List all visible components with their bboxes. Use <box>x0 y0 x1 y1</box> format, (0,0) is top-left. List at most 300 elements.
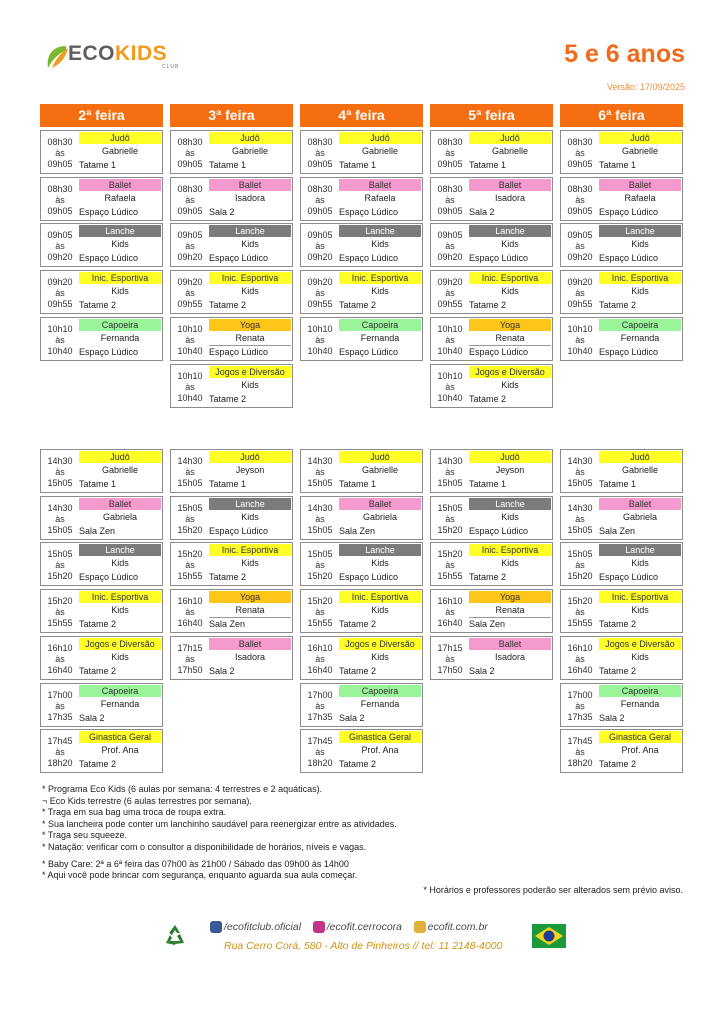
time-range <box>435 277 465 310</box>
class-slot <box>170 364 293 408</box>
time-range <box>565 736 595 769</box>
class-slot <box>560 683 683 727</box>
location: Espaço Lúdico <box>209 345 291 358</box>
instagram-link[interactable]: /ecofit.cerrocora <box>313 921 402 933</box>
time-separator: às <box>575 560 585 570</box>
teacher-name: Fernanda <box>620 333 660 343</box>
teacher-name: Fernanda <box>620 699 660 709</box>
teacher-name: Gabrielle <box>101 465 139 475</box>
location: Sala Zen <box>79 526 116 536</box>
start-time: 15h05 <box>47 549 73 559</box>
time-separator: às <box>575 335 585 345</box>
time-separator: às <box>575 241 585 251</box>
location: Tatame 2 <box>339 666 377 676</box>
start-time: 16h10 <box>567 643 593 653</box>
time-range <box>45 137 75 170</box>
location: Espaço Lúdico <box>209 526 269 536</box>
class-slot <box>170 636 293 680</box>
activity-label: Lanche <box>209 225 291 237</box>
teacher-name: Kids <box>241 558 259 568</box>
teacher-name: Gabrielle <box>491 146 529 156</box>
teacher-name: Rafaela <box>624 193 656 203</box>
activity-label: Inic. Esportiva <box>209 272 291 284</box>
class-slot <box>560 223 683 267</box>
start-time: 14h30 <box>567 503 593 513</box>
teacher-name: Kids <box>111 605 129 615</box>
class-slot <box>40 177 163 221</box>
location: Sala Zen <box>599 526 636 536</box>
disclaimer: * Horários e professores poderão ser alterados sem prévio aviso. <box>423 885 683 895</box>
class-slot <box>170 130 293 174</box>
time-separator: às <box>445 195 455 205</box>
class-slot <box>560 130 683 174</box>
start-time: 09h05 <box>307 230 333 240</box>
class-slot <box>430 449 553 493</box>
teacher-name: Kids <box>371 286 389 296</box>
start-time: 09h20 <box>437 277 463 287</box>
time-separator: às <box>445 335 455 345</box>
location: Tatame 2 <box>339 619 377 629</box>
teacher-name: Gabriela <box>102 512 138 522</box>
activity-label: Jogos e Diversão <box>339 638 421 650</box>
location: Espaço Lúdico <box>599 253 659 263</box>
teacher-name: Fernanda <box>100 699 140 709</box>
website-link[interactable]: ecofit.com.br <box>414 921 488 933</box>
teacher-name: Prof. Ana <box>361 745 399 755</box>
start-time: 15h20 <box>47 596 73 606</box>
class-slot <box>430 270 553 314</box>
page-title: 5 e 6 anos <box>564 40 685 68</box>
class-slot <box>430 636 553 680</box>
activity-label: Judô <box>79 451 161 463</box>
end-time: 15h05 <box>307 525 333 535</box>
time-separator: às <box>185 560 195 570</box>
time-range <box>175 371 205 404</box>
time-separator: às <box>185 148 195 158</box>
class-slot <box>430 223 553 267</box>
start-time: 08h30 <box>437 184 463 194</box>
location: Espaço Lúdico <box>339 572 399 582</box>
end-time: 17h35 <box>47 712 73 722</box>
location: Tatame 2 <box>79 619 117 629</box>
end-time: 09h55 <box>567 299 593 309</box>
location: Sala 2 <box>599 713 625 723</box>
start-time: 08h30 <box>307 137 333 147</box>
start-time: 09h05 <box>47 230 73 240</box>
start-time: 17h15 <box>437 643 463 653</box>
logo-text: ECOKIDS <box>68 42 168 65</box>
start-time: 16h10 <box>47 643 73 653</box>
end-time: 09h05 <box>567 159 593 169</box>
end-time: 16h40 <box>567 665 593 675</box>
time-separator: às <box>55 195 65 205</box>
time-separator: às <box>445 560 455 570</box>
time-separator: às <box>55 701 65 711</box>
location: Tatame 2 <box>469 394 507 404</box>
location: Sala 2 <box>209 666 235 676</box>
start-time: 09h20 <box>47 277 73 287</box>
location: Tatame 2 <box>599 619 637 629</box>
activity-label: Ballet <box>339 179 421 191</box>
class-slot <box>430 496 553 540</box>
time-range <box>175 324 205 357</box>
activity-label: Jogos e Diversão <box>79 638 161 650</box>
time-separator: às <box>185 654 195 664</box>
time-separator: às <box>445 607 455 617</box>
logo <box>44 40 194 74</box>
teacher-name: Isadora <box>494 652 526 662</box>
location: Tatame 2 <box>209 394 247 404</box>
end-time: 15h05 <box>177 478 203 488</box>
location: Tatame 1 <box>209 160 247 170</box>
time-range <box>565 184 595 217</box>
activity-label: Inic. Esportiva <box>469 544 551 556</box>
time-range <box>305 549 335 582</box>
start-time: 08h30 <box>567 184 593 194</box>
time-range <box>565 456 595 489</box>
activity-label: Ginastica Geral <box>339 731 421 743</box>
location: Tatame 2 <box>599 759 637 769</box>
teacher-name: Kids <box>631 605 649 615</box>
notes <box>42 784 682 882</box>
end-time: 10h40 <box>437 346 463 356</box>
class-slot <box>40 449 163 493</box>
end-time: 15h20 <box>177 525 203 535</box>
start-time: 10h10 <box>177 371 203 381</box>
end-time: 15h05 <box>47 478 73 488</box>
class-slot <box>300 270 423 314</box>
teacher-name: Renata <box>495 605 525 615</box>
class-slot <box>170 542 293 586</box>
location: Sala Zen <box>209 617 291 630</box>
teacher-name: Prof. Ana <box>621 745 659 755</box>
start-time: 10h10 <box>437 371 463 381</box>
time-separator: às <box>445 288 455 298</box>
end-time: 15h05 <box>567 478 593 488</box>
teacher-name: Kids <box>371 558 389 568</box>
facebook-icon <box>210 921 222 933</box>
time-range <box>175 643 205 676</box>
activity-label: Inic. Esportiva <box>209 544 291 556</box>
activity-label: Lanche <box>599 225 681 237</box>
teacher-name: Fernanda <box>360 699 400 709</box>
start-time: 14h30 <box>437 456 463 466</box>
class-slot <box>300 729 423 773</box>
end-time: 18h20 <box>307 758 333 768</box>
location: Tatame 1 <box>209 479 247 489</box>
end-time: 09h55 <box>307 299 333 309</box>
class-slot <box>300 130 423 174</box>
note-line: * Aqui você pode brincar com segurança, enquanto aguarda sua aula começar. <box>42 870 358 881</box>
start-time: 17h00 <box>307 690 333 700</box>
time-range <box>565 324 595 357</box>
end-time: 09h20 <box>437 252 463 262</box>
class-slot <box>560 449 683 493</box>
start-time: 08h30 <box>307 184 333 194</box>
day-header-thursday: 5ª feira <box>430 104 553 127</box>
activity-label: Capoeira <box>339 685 421 697</box>
start-time: 08h30 <box>47 137 73 147</box>
activity-label: Ballet <box>469 179 551 191</box>
end-time: 15h55 <box>567 618 593 628</box>
end-time: 15h20 <box>47 571 73 581</box>
end-time: 15h55 <box>437 571 463 581</box>
time-separator: às <box>185 241 195 251</box>
activity-label: Yoga <box>209 319 291 331</box>
teacher-name: Isadora <box>234 652 266 662</box>
time-separator: às <box>575 195 585 205</box>
version-label: Versão: 17/09/2025 <box>606 82 685 92</box>
time-separator: às <box>445 514 455 524</box>
time-range <box>175 230 205 263</box>
end-time: 09h20 <box>177 252 203 262</box>
location: Tatame 2 <box>339 759 377 769</box>
class-slot <box>430 364 553 408</box>
note-line: * Sua lancheira pode conter um lanchinho saudável para reenergizar entre as atividades. <box>42 818 397 829</box>
activity-label: Capoeira <box>79 685 161 697</box>
day-header-tuesday: 3ª feira <box>170 104 293 127</box>
footer-contacts <box>210 921 520 961</box>
time-range <box>435 230 465 263</box>
end-time: 17h50 <box>437 665 463 675</box>
activity-label: Inic. Esportiva <box>469 272 551 284</box>
end-time: 09h05 <box>47 206 73 216</box>
time-range <box>305 137 335 170</box>
teacher-name: Gabrielle <box>361 146 399 156</box>
class-slot <box>40 729 163 773</box>
start-time: 15h05 <box>177 503 203 513</box>
class-slot <box>560 589 683 633</box>
location: Espaço Lúdico <box>339 253 399 263</box>
location: Sala Zen <box>469 617 551 630</box>
teacher-name: Kids <box>111 652 129 662</box>
note-line: ¬ Eco Kids terrestre (6 aulas terrestres por semana). <box>42 795 252 806</box>
end-time: 10h40 <box>567 346 593 356</box>
activity-label: Judô <box>469 451 551 463</box>
location: Espaço Lúdico <box>209 253 269 263</box>
class-slot <box>170 177 293 221</box>
class-slot <box>430 177 553 221</box>
activity-label: Lanche <box>339 225 421 237</box>
end-time: 15h55 <box>177 571 203 581</box>
end-time: 10h40 <box>47 346 73 356</box>
location: Espaço Lúdico <box>469 345 551 358</box>
activity-label: Judô <box>209 451 291 463</box>
time-range <box>565 690 595 723</box>
start-time: 15h20 <box>437 549 463 559</box>
location: Espaço Lúdico <box>79 207 139 217</box>
time-range <box>175 277 205 310</box>
teacher-name: Kids <box>501 512 519 522</box>
end-time: 15h20 <box>307 571 333 581</box>
time-range <box>45 277 75 310</box>
activity-label: Ballet <box>599 498 681 510</box>
time-range <box>175 503 205 536</box>
end-time: 09h05 <box>307 206 333 216</box>
location: Sala 2 <box>339 713 365 723</box>
time-separator: às <box>315 560 325 570</box>
start-time: 17h45 <box>307 736 333 746</box>
end-time: 10h40 <box>177 393 203 403</box>
start-time: 10h10 <box>567 324 593 334</box>
end-time: 09h05 <box>177 159 203 169</box>
teacher-name: Jeyson <box>235 465 265 475</box>
activity-label: Inic. Esportiva <box>79 272 161 284</box>
location: Tatame 1 <box>599 479 637 489</box>
start-time: 14h30 <box>567 456 593 466</box>
class-slot <box>560 636 683 680</box>
teacher-name: Kids <box>371 652 389 662</box>
start-time: 17h45 <box>567 736 593 746</box>
class-slot <box>40 270 163 314</box>
time-range <box>305 503 335 536</box>
activity-label: Yoga <box>469 319 551 331</box>
location: Espaço Lúdico <box>599 347 659 357</box>
activity-label: Capoeira <box>599 685 681 697</box>
teacher-name: Kids <box>631 652 649 662</box>
time-range <box>565 277 595 310</box>
end-time: 17h35 <box>567 712 593 722</box>
teacher-name: Kids <box>501 558 519 568</box>
time-range <box>175 456 205 489</box>
time-separator: às <box>185 607 195 617</box>
note-line: * Programa Eco Kids (6 aulas por semana: 4 terrestres e 2 aquáticas). <box>42 784 323 794</box>
teacher-name: Kids <box>631 239 649 249</box>
time-separator: às <box>315 288 325 298</box>
end-time: 16h40 <box>47 665 73 675</box>
teacher-name: Rafaela <box>104 193 136 203</box>
location: Tatame 2 <box>79 759 117 769</box>
teacher-name: Kids <box>241 286 259 296</box>
time-separator: às <box>575 467 585 477</box>
class-slot <box>300 449 423 493</box>
time-separator: às <box>575 654 585 664</box>
start-time: 17h15 <box>177 643 203 653</box>
class-slot <box>560 496 683 540</box>
start-time: 14h30 <box>47 503 73 513</box>
time-range <box>175 137 205 170</box>
end-time: 16h40 <box>307 665 333 675</box>
time-separator: às <box>185 382 195 392</box>
note-line: * Natação: verificar com o consultor a disponibilidade de horários, níveis e vagas. <box>42 841 367 852</box>
end-time: 15h55 <box>47 618 73 628</box>
start-time: 17h00 <box>47 690 73 700</box>
teacher-name: Renata <box>495 333 525 343</box>
activity-label: Inic. Esportiva <box>599 591 681 603</box>
activity-label: Ballet <box>209 179 291 191</box>
facebook-link[interactable]: /ecofitclub.oficial <box>210 921 301 933</box>
location: Tatame 1 <box>79 160 117 170</box>
time-separator: às <box>185 514 195 524</box>
location: Espaço Lúdico <box>469 526 529 536</box>
class-slot <box>170 223 293 267</box>
time-separator: às <box>575 747 585 757</box>
activity-label: Inic. Esportiva <box>599 272 681 284</box>
activity-label: Ballet <box>469 638 551 650</box>
time-separator: às <box>575 288 585 298</box>
time-range <box>435 137 465 170</box>
start-time: 09h20 <box>567 277 593 287</box>
teacher-name: Kids <box>631 286 649 296</box>
end-time: 10h40 <box>307 346 333 356</box>
time-separator: às <box>445 241 455 251</box>
activity-label: Jogos e Diversão <box>469 366 551 378</box>
teacher-name: Rafaela <box>364 193 396 203</box>
activity-label: Jogos e Diversão <box>599 638 681 650</box>
time-range <box>435 503 465 536</box>
time-range <box>435 596 465 629</box>
location: Espaço Lúdico <box>469 253 529 263</box>
start-time: 09h05 <box>177 230 203 240</box>
activity-label: Lanche <box>469 498 551 510</box>
teacher-name: Jeyson <box>495 465 525 475</box>
start-time: 16h10 <box>437 596 463 606</box>
time-range <box>305 596 335 629</box>
teacher-name: Kids <box>501 286 519 296</box>
class-slot <box>300 542 423 586</box>
time-separator: às <box>445 382 455 392</box>
activity-label: Inic. Esportiva <box>339 272 421 284</box>
end-time: 09h20 <box>47 252 73 262</box>
start-time: 09h05 <box>437 230 463 240</box>
location: Tatame 1 <box>79 479 117 489</box>
time-range <box>435 549 465 582</box>
location: Tatame 2 <box>339 300 377 310</box>
start-time: 10h10 <box>47 324 73 334</box>
teacher-name: Kids <box>371 239 389 249</box>
note-line: * Traga em sua bag uma troca de roupa extra. <box>42 807 227 818</box>
end-time: 10h40 <box>177 346 203 356</box>
class-slot <box>170 317 293 361</box>
class-slot <box>40 130 163 174</box>
time-separator: às <box>55 514 65 524</box>
time-separator: às <box>315 701 325 711</box>
class-slot <box>300 177 423 221</box>
end-time: 17h35 <box>307 712 333 722</box>
instagram-icon <box>313 921 325 933</box>
class-slot <box>430 130 553 174</box>
class-slot <box>170 589 293 633</box>
location: Tatame 2 <box>209 300 247 310</box>
recycle-icon <box>162 923 188 949</box>
location: Sala Zen <box>339 526 376 536</box>
start-time: 09h05 <box>567 230 593 240</box>
time-separator: às <box>55 560 65 570</box>
activity-label: Ballet <box>339 498 421 510</box>
class-slot <box>560 270 683 314</box>
end-time: 09h05 <box>437 159 463 169</box>
time-separator: às <box>315 467 325 477</box>
end-time: 15h05 <box>307 478 333 488</box>
activity-label: Capoeira <box>339 319 421 331</box>
end-time: 09h55 <box>47 299 73 309</box>
location: Espaço Lúdico <box>599 207 659 217</box>
end-time: 09h05 <box>437 206 463 216</box>
location: Sala 2 <box>469 207 495 217</box>
location: Sala 2 <box>209 207 235 217</box>
teacher-name: Gabriela <box>622 512 658 522</box>
start-time: 14h30 <box>307 456 333 466</box>
time-range <box>435 324 465 357</box>
class-slot <box>170 496 293 540</box>
location: Tatame 1 <box>339 160 377 170</box>
end-time: 15h05 <box>567 525 593 535</box>
end-time: 15h55 <box>307 618 333 628</box>
teacher-name: Gabrielle <box>621 146 659 156</box>
time-separator: às <box>185 467 195 477</box>
start-time: 16h10 <box>177 596 203 606</box>
class-slot <box>300 223 423 267</box>
